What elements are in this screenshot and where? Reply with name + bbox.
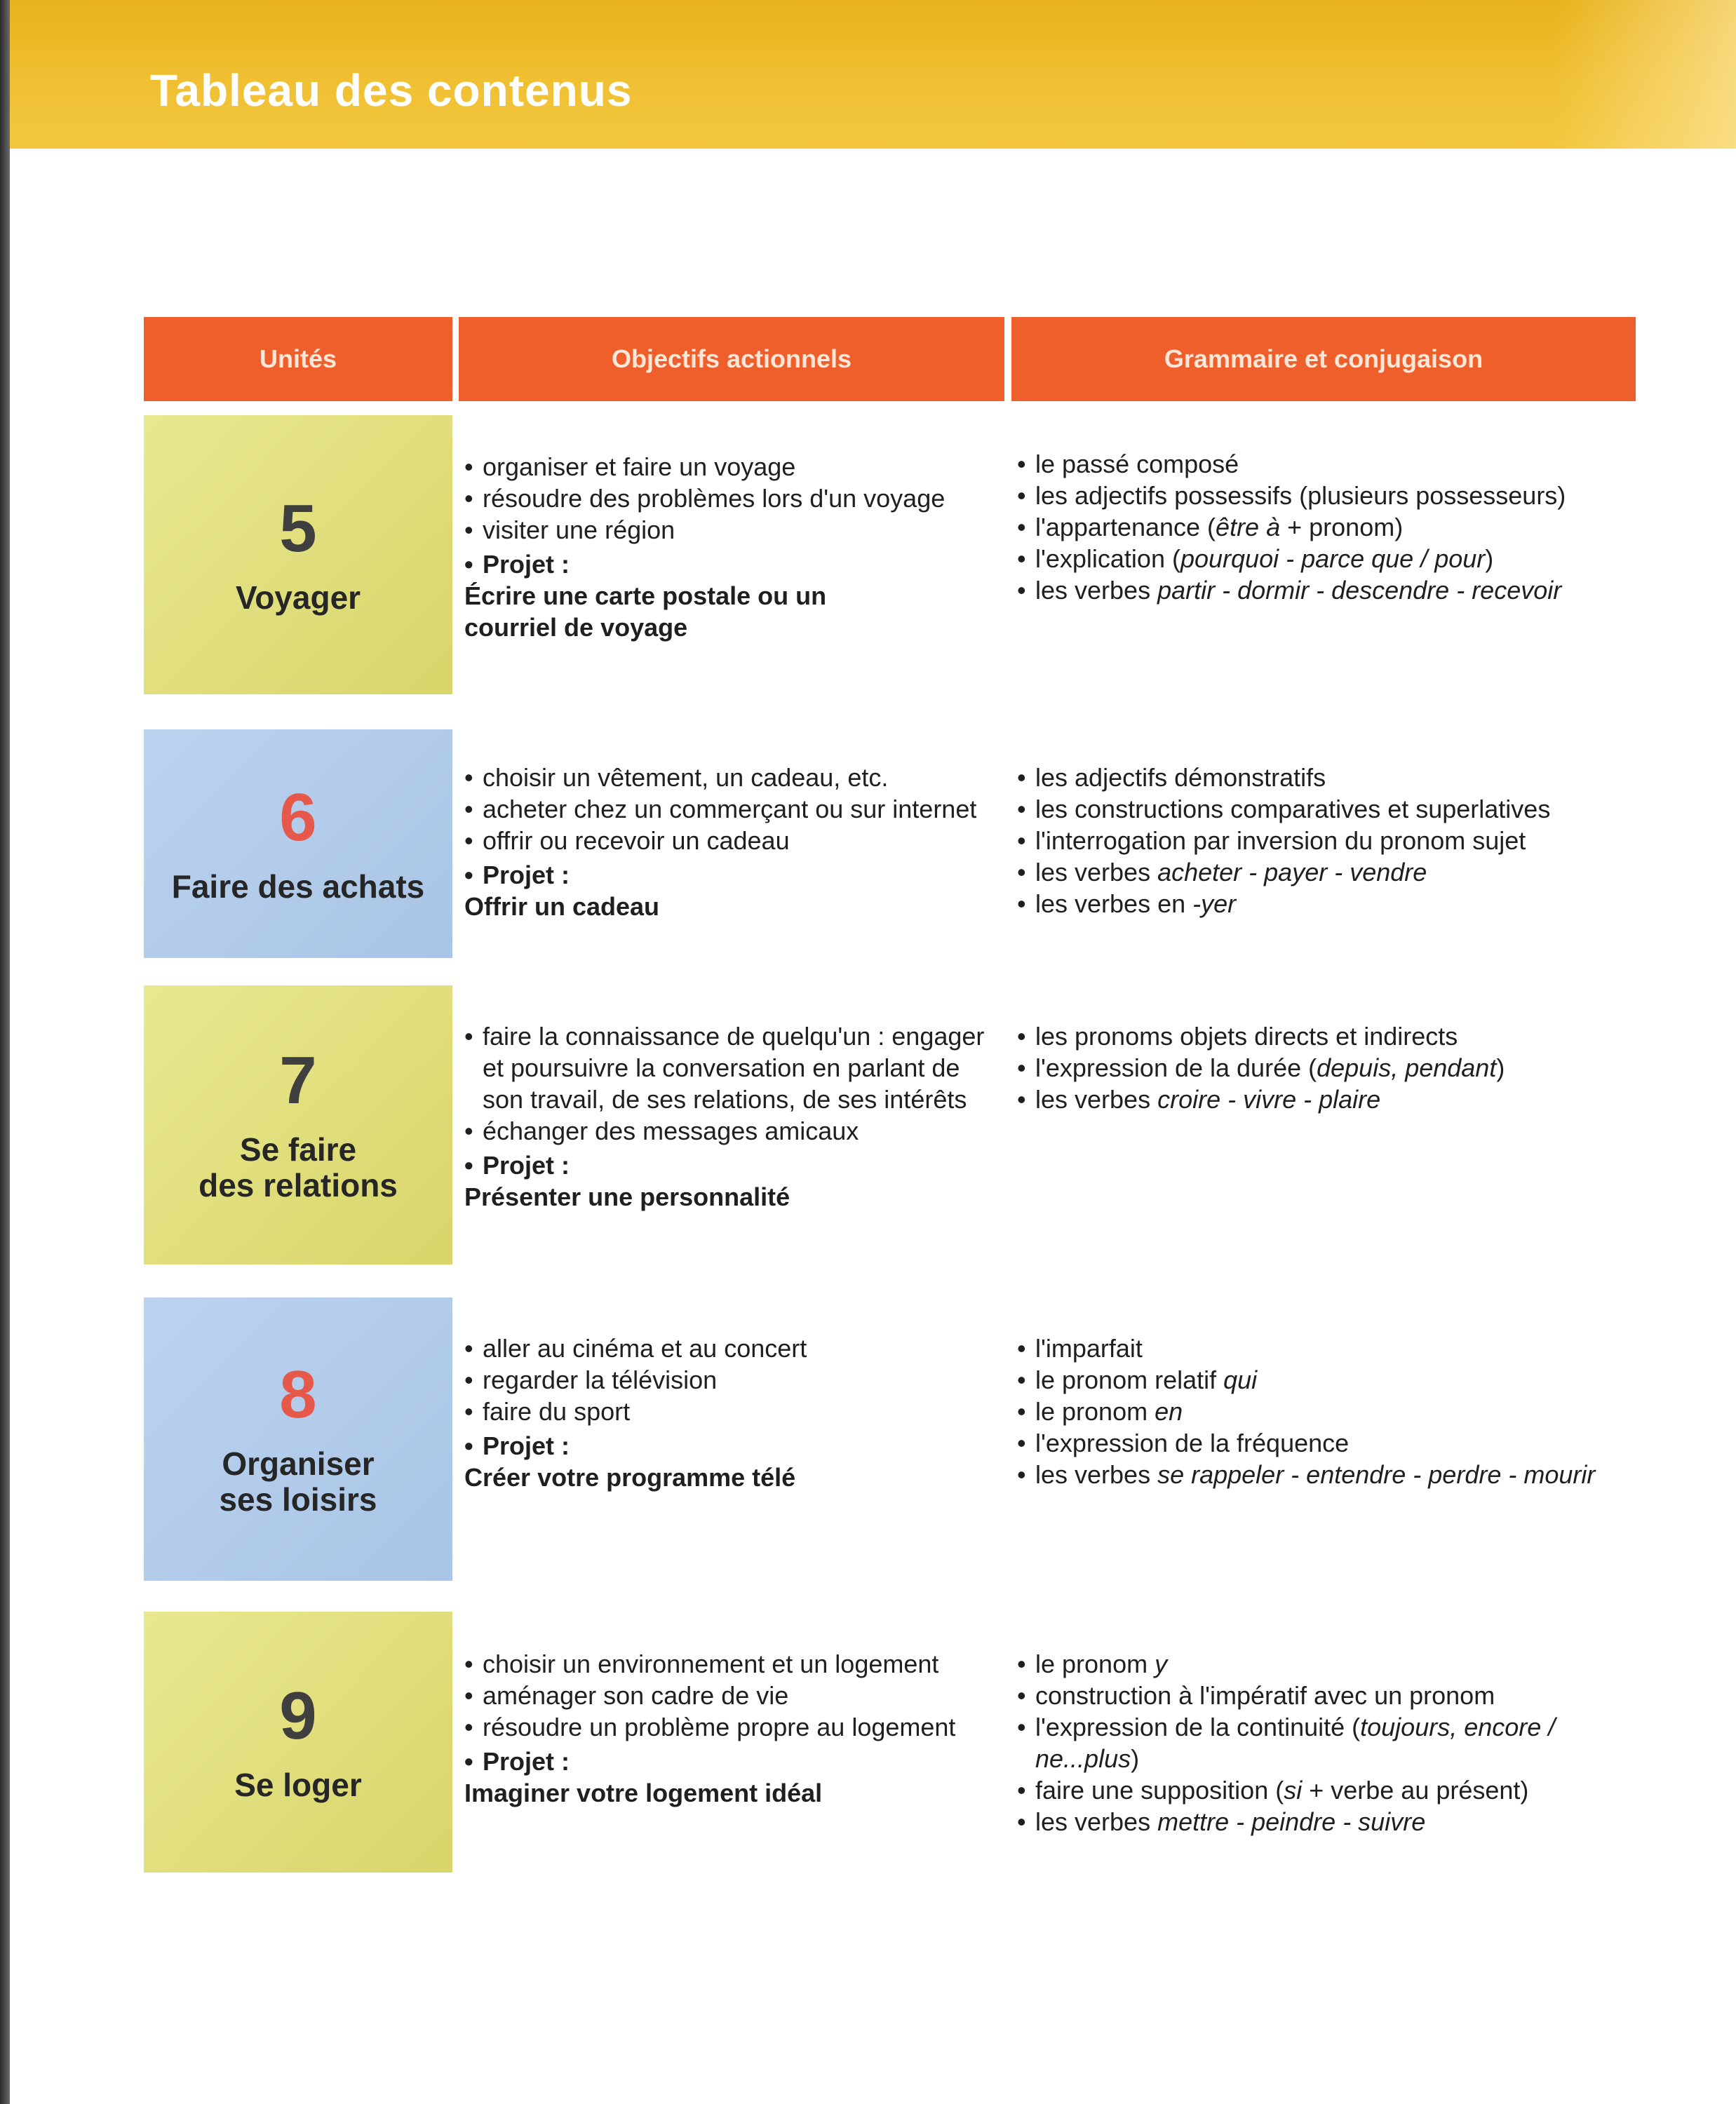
unit-name-line-1: Se faire (239, 1131, 357, 1168)
unit-7-grammar (1017, 1020, 1648, 1115)
project-title: Imaginer votre logement idéal (464, 1779, 823, 1807)
grammar-item: • construction à l'impératif avec un pronom (1017, 1680, 1599, 1711)
project-title: Créer votre programme télé (464, 1463, 796, 1492)
objective-item: • aller au cinéma et au concert (464, 1333, 1004, 1364)
header-objectives: Objectifs actionnels (459, 317, 1004, 401)
objective-item: • résoudre un problème propre au logement (464, 1711, 1004, 1743)
unit-name-line-2: ses loisirs (219, 1481, 377, 1518)
unit-8-grammar (1017, 1333, 1648, 1490)
unit-number: 7 (279, 1043, 317, 1119)
grammar-item: • le passé composé (1017, 448, 1648, 480)
grammar-item: • les verbes en -yer (1017, 888, 1648, 919)
unit-5-grammar (1017, 448, 1648, 606)
unit-6-objectives (464, 762, 1004, 922)
objective-item: • regarder la télévision (464, 1364, 1004, 1396)
unit-name: Se loger (234, 1766, 362, 1803)
unit-number: 5 (279, 490, 317, 566)
page-title: Tableau des contenus (150, 65, 633, 116)
objective-item: • visiter une région (464, 514, 1004, 546)
objective-item: • offrir ou recevoir un cadeau (464, 825, 1004, 856)
unit-7-box (144, 985, 452, 1265)
header-band (10, 0, 1736, 149)
grammar-item: • le pronom relatif qui (1017, 1364, 1648, 1396)
unit-6-box (144, 729, 452, 958)
unit-5-box (144, 415, 452, 694)
grammar-item: • les adjectifs possessifs (plusieurs possesseurs) (1017, 480, 1648, 511)
unit-9-grammar (1017, 1648, 1599, 1837)
project-title: Écrire une carte postale ou un courriel de voyage (464, 581, 827, 642)
unit-9-objectives (464, 1648, 1004, 1809)
grammar-item: • l'explication (pourquoi - parce que / pour) (1017, 543, 1648, 574)
grammar-item: • les verbes mettre - peindre - suivre (1017, 1806, 1599, 1837)
project-label: • Projet : (464, 1149, 1004, 1181)
grammar-item: • l'interrogation par inversion du pronom sujet (1017, 825, 1648, 856)
grammar-item: • l'expression de la durée (depuis, pendant) (1017, 1052, 1648, 1084)
unit-number: 9 (279, 1678, 317, 1753)
grammar-item: • les verbes partir - dormir - descendre - recevoir (1017, 574, 1648, 606)
grammar-item: • les adjectifs démonstratifs (1017, 762, 1648, 793)
grammar-item: • l'imparfait (1017, 1333, 1648, 1364)
grammar-item: • les constructions comparatives et superlatives (1017, 793, 1648, 825)
header-units: Unités (144, 317, 452, 401)
grammar-item: • l'expression de la fréquence (1017, 1427, 1648, 1459)
objective-item: • échanger des messages amicaux (464, 1115, 1004, 1147)
project-label: • Projet : (464, 1746, 1004, 1777)
grammar-item: • le pronom y (1017, 1648, 1599, 1680)
objective-item: • aménager son cadre de vie (464, 1680, 1004, 1711)
unit-9-box (144, 1612, 452, 1873)
objective-item: • faire du sport (464, 1396, 1004, 1427)
objective-item: • organiser et faire un voyage (464, 451, 1004, 483)
grammar-item: • faire une supposition (si + verbe au présent) (1017, 1774, 1599, 1806)
objective-item: • choisir un vêtement, un cadeau, etc. (464, 762, 1004, 793)
objective-item: • résoudre des problèmes lors d'un voyage (464, 483, 1004, 514)
unit-6-grammar (1017, 762, 1648, 919)
project-label: • Projet : (464, 1430, 1004, 1462)
unit-name: Faire des achats (171, 868, 425, 905)
project-label: • Projet : (464, 548, 1004, 580)
grammar-item: • les verbes croire - vivre - plaire (1017, 1084, 1648, 1115)
objective-item: • choisir un environnement et un logement (464, 1648, 1004, 1680)
grammar-item: • les verbes acheter - payer - vendre (1017, 856, 1648, 888)
project-label: • Projet : (464, 859, 1004, 891)
header-grammar: Grammaire et conjugaison (1011, 317, 1636, 401)
unit-name-line-2: des relations (199, 1167, 398, 1204)
grammar-item: • les verbes se rappeler - entendre - perdre - mourir (1017, 1459, 1648, 1490)
unit-8-objectives (464, 1333, 1004, 1493)
unit-number: 8 (279, 1357, 317, 1433)
project-title: Offrir un cadeau (464, 892, 660, 921)
unit-7-objectives (464, 1020, 1004, 1213)
project-title: Présenter une personnalité (464, 1182, 790, 1211)
grammar-item: • le pronom en (1017, 1396, 1648, 1427)
unit-8-box (144, 1297, 452, 1581)
objective-item: • faire la connaissance de quelqu'un : engager et poursuivre la conversation en parlant de son travail, de ses relations, de ses intérêts (464, 1020, 1002, 1115)
unit-5-objectives (464, 451, 1004, 643)
unit-name: Voyager (235, 579, 361, 616)
page-edge-shadow (0, 0, 10, 2104)
objective-item: • acheter chez un commerçant ou sur internet (464, 793, 1004, 825)
unit-number: 6 (279, 779, 317, 855)
unit-name-line-1: Organiser (222, 1445, 375, 1482)
grammar-item: • les pronoms objets directs et indirects (1017, 1020, 1648, 1052)
grammar-item: • l'appartenance (être à + pronom) (1017, 511, 1648, 543)
grammar-item: • l'expression de la continuité (toujours, encore / ne...plus) (1017, 1711, 1599, 1774)
